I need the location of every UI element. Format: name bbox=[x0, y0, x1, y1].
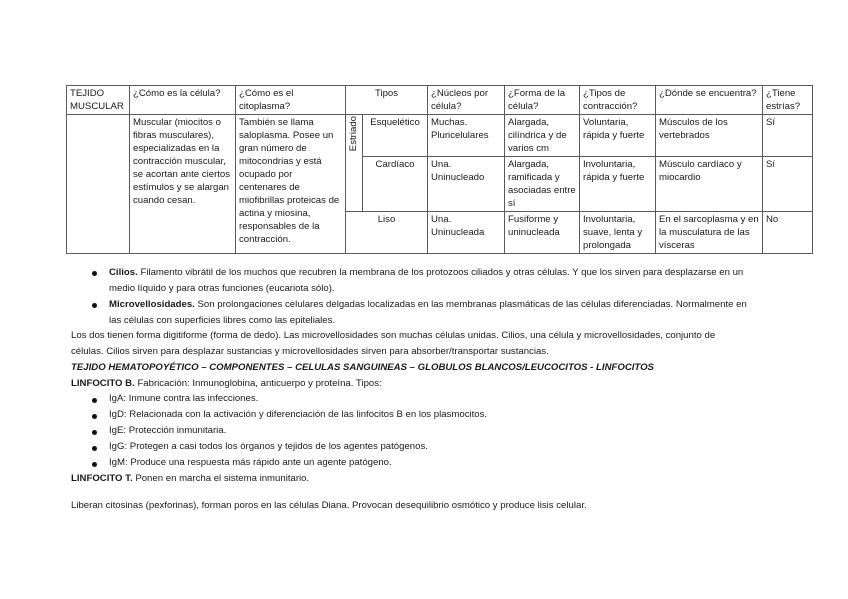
list-item-cilios: Cilios. Filamento vibrátil de los muchos que recubren la membrana de los protozoos ciliados y otras células. Y que los sirven para desplazarse en un medio líquido y para otras funciones (eucariota sólo). bbox=[109, 267, 744, 294]
bullet-dot bbox=[92, 271, 97, 276]
cell-donde: Músculo cardíaco y miocardio bbox=[656, 157, 763, 212]
bullet-dot bbox=[92, 414, 97, 419]
list-item-ige: IgE: Protección inmunitaria. bbox=[109, 425, 227, 436]
paragraph-line: Los dos tienen forma digitiforme (forma de dedo). Las microvellosidades son muchas células unidas. Cilios, una célula y microvellosidades, conjunto de bbox=[71, 330, 716, 341]
cell-donde: Músculos de los vertebrados bbox=[656, 115, 763, 157]
table-header-row bbox=[67, 86, 813, 115]
table-row-esqueletico bbox=[67, 115, 813, 157]
section-heading: TEJIDO HEMATOPOYÉTICO – COMPONENTES – CELULAS SANGUINEAS – GLOBULOS BLANCOS/LEUCOCITOS - LINFOCITOS bbox=[71, 362, 654, 373]
list-item-microvellosidades: Microvellosidades. Son prolongaciones celulares delgadas localizadas en las membranas plasmáticas de las células diferenciadas. Normalmente en las células con superficies libres como las epiteliales. bbox=[109, 299, 747, 326]
cell-tipo: Liso bbox=[346, 212, 428, 254]
cell-nucleos: Una. Uninucleada bbox=[428, 212, 505, 254]
cell-estrias: No bbox=[763, 212, 813, 254]
cell-contraccion: Involuntaria, rápida y fuerte bbox=[580, 157, 656, 212]
cell-estrias: Sí bbox=[763, 115, 813, 157]
header-contraccion: ¿Tipos de contracción? bbox=[580, 86, 656, 115]
final-paragraph: Liberan citosinas (pexforinas), forman poros en las células Diana. Provocan desequilibrio osmótico y produce lisis celular. bbox=[71, 500, 587, 511]
header-como-citoplasma: ¿Cómo es el citoplasma? bbox=[236, 86, 346, 115]
list-item-iga: IgA: Inmune contra las infecciones. bbox=[109, 393, 259, 404]
header-como-celula: ¿Cómo es la célula? bbox=[130, 86, 236, 115]
cell-contraccion: Voluntaria, rápida y fuerte bbox=[580, 115, 656, 157]
cell-estrias: Sí bbox=[763, 157, 813, 212]
bullet-dot bbox=[92, 398, 97, 403]
bullet-dot bbox=[92, 446, 97, 451]
cell-nucleos: Una. Uninucleado bbox=[428, 157, 505, 212]
bullet-dot bbox=[92, 303, 97, 308]
muscle-tissue-table bbox=[66, 85, 813, 254]
header-nucleos: ¿Núcleos por célula? bbox=[428, 86, 505, 115]
cell-celula-desc: Muscular (miocitos o fibras musculares), especializadas en la contracción muscular, se acortan ante ciertos estímulos y se alargan cuando cesan. bbox=[130, 115, 236, 254]
linfocito-b-line: LINFOCITO B. Fabricación: Inmunoglobina, anticuerpo y proteína. Tipos: bbox=[71, 378, 382, 389]
list-item-igg: IgG: Protegen a casi todos los órganos y tejidos de los agentes patógenos. bbox=[109, 441, 428, 452]
list-item-igm: IgM: Produce una respuesta más rápido ante un agente patógeno. bbox=[109, 457, 392, 468]
header-forma: ¿Forma de la célula? bbox=[505, 86, 580, 115]
cell-estriado-label: Estriado bbox=[346, 115, 363, 212]
cell-forma: Alargada, cilíndrica y de varios cm bbox=[505, 115, 580, 157]
cell-forma: Alargada, ramificada y asociadas entre sí bbox=[505, 157, 580, 212]
header-tipos: Tipos bbox=[346, 86, 428, 115]
cell-citoplasma-desc: También se llama saloplasma. Posee un gran número de mitocondrias y está ocupado por centenares de miofibrillas proteicas de actina y miosina, responsables de la contracción. bbox=[236, 115, 346, 254]
header-estrias: ¿Tiene estrías? bbox=[763, 86, 813, 115]
cell-nucleos: Muchas. Pluricelulares bbox=[428, 115, 505, 157]
header-tejido: TEJIDO MUSCULAR bbox=[67, 86, 130, 115]
cell-donde: En el sarcoplasma y en la musculatura de las vísceras bbox=[656, 212, 763, 254]
cell-tipo: Cardíaco bbox=[363, 157, 428, 212]
paragraph-line: células. Cilios sirven para desplazar sustancias y microvellosidades sirven para absorber/transportar sustancias. bbox=[71, 346, 549, 357]
bullet-dot bbox=[92, 462, 97, 467]
bullet-dot bbox=[92, 430, 97, 435]
cell-tipo: Esquelético bbox=[363, 115, 428, 157]
header-donde: ¿Dónde se encuentra? bbox=[656, 86, 763, 115]
linfocito-t-line: LINFOCITO T. Ponen en marcha el sistema inmunitario. bbox=[71, 473, 310, 484]
cell-tejido-empty bbox=[67, 115, 130, 254]
cell-forma: Fusiforme y uninucleada bbox=[505, 212, 580, 254]
list-item-igd: IgD: Relacionada con la activación y diferenciación de las linfocitos B en los plasmocitos. bbox=[109, 409, 488, 420]
cell-contraccion: Involuntaria, suave, lenta y prolongada bbox=[580, 212, 656, 254]
